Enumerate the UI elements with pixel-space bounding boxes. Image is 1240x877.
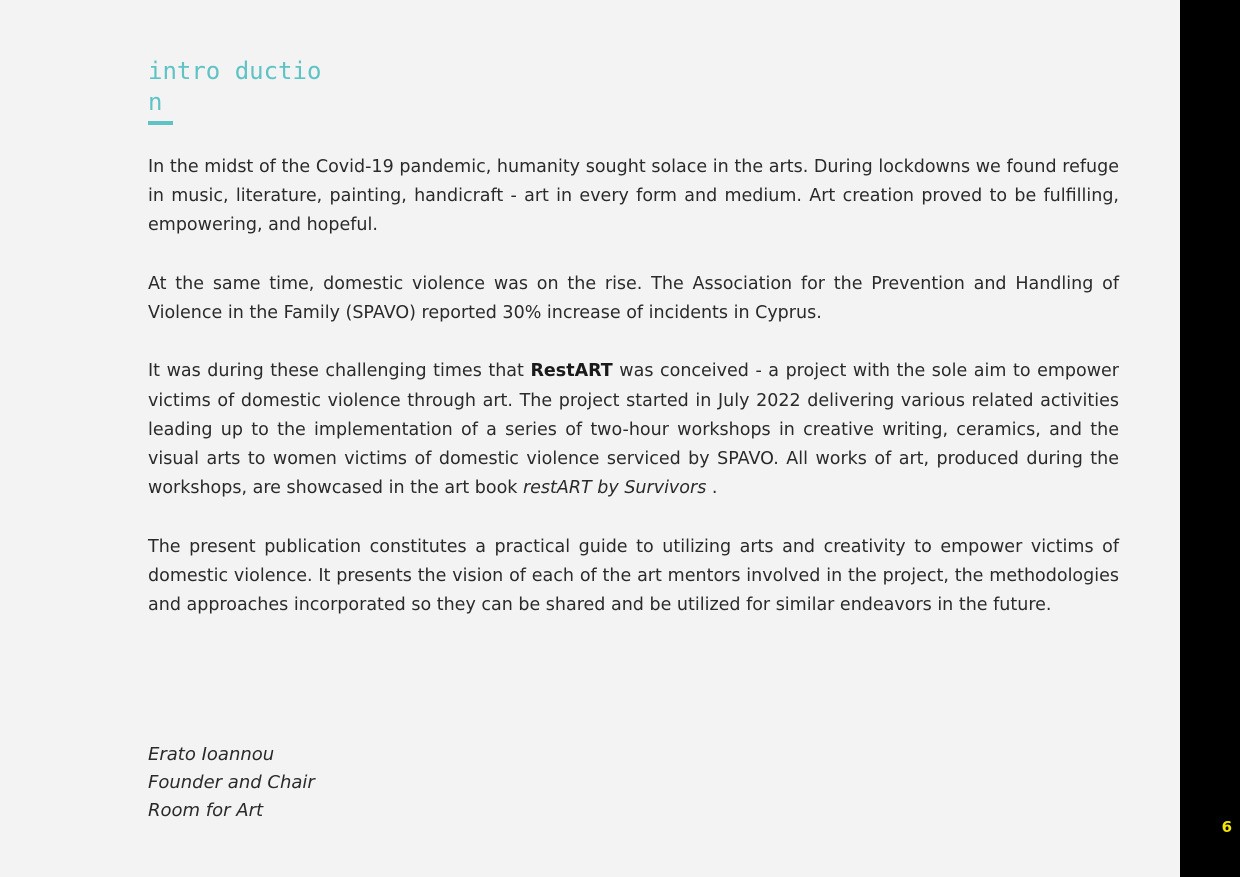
right-sidebar — [1180, 0, 1240, 877]
project-name-restart: RestART — [530, 361, 613, 382]
paragraph-2: At the same time, domestic violence was on the rise. The Association for the Prevention and Handling of Violence in the Family (SPAVO) reported 30% increase of incidents in Cyprus. — [148, 273, 1119, 323]
section-title-line-2: n — [148, 88, 163, 116]
art-book-title: restART by Survivors — [522, 478, 707, 499]
paragraph-1: In the midst of the Covid-19 pandemic, humanity sought solace in the arts. During lockdowns we found refuge in music, literature, painting, handicraft - art in every form and medium. Art creation proved to be fulfilling, empowering, and hopeful. — [148, 157, 1119, 236]
paragraph-3-intro: It was during these challenging times that — [148, 361, 531, 382]
paragraph-4: The present publication constitutes a practical guide to utilizing arts and creativity to empower victims of domestic violence. It presents the vision of each of the art mentors involved in the project, the methodologies and approaches incorporated so they can be shared and be utilized for similar endeavors in the future. — [148, 536, 1119, 615]
title-underline-accent — [148, 121, 173, 125]
paragraph-3-body: was conceived - a project with the sole aim to empower victims of domestic violence through art. The project started in July 2022 delivering various related activities leading up to the implementation of a series of two-hour workshops in creative writing, ceramics, and the visual arts to women victims of domestic violence serviced by SPAVO. All works of art, produced during the workshops, are showcased in the art book — [148, 361, 1119, 499]
page-number: 6 — [1221, 818, 1232, 836]
signature-block — [148, 741, 315, 825]
signature-role: Founder and Chair — [148, 772, 315, 793]
paragraph-3 — [148, 357, 1119, 503]
paragraph-3-end: . — [706, 478, 718, 499]
signature-organization: Room for Art — [148, 800, 264, 821]
section-title-line-1: intro ductio — [148, 57, 322, 85]
signature-name: Erato Ioannou — [148, 744, 275, 765]
section-title — [148, 56, 348, 118]
body-text — [148, 153, 1119, 620]
